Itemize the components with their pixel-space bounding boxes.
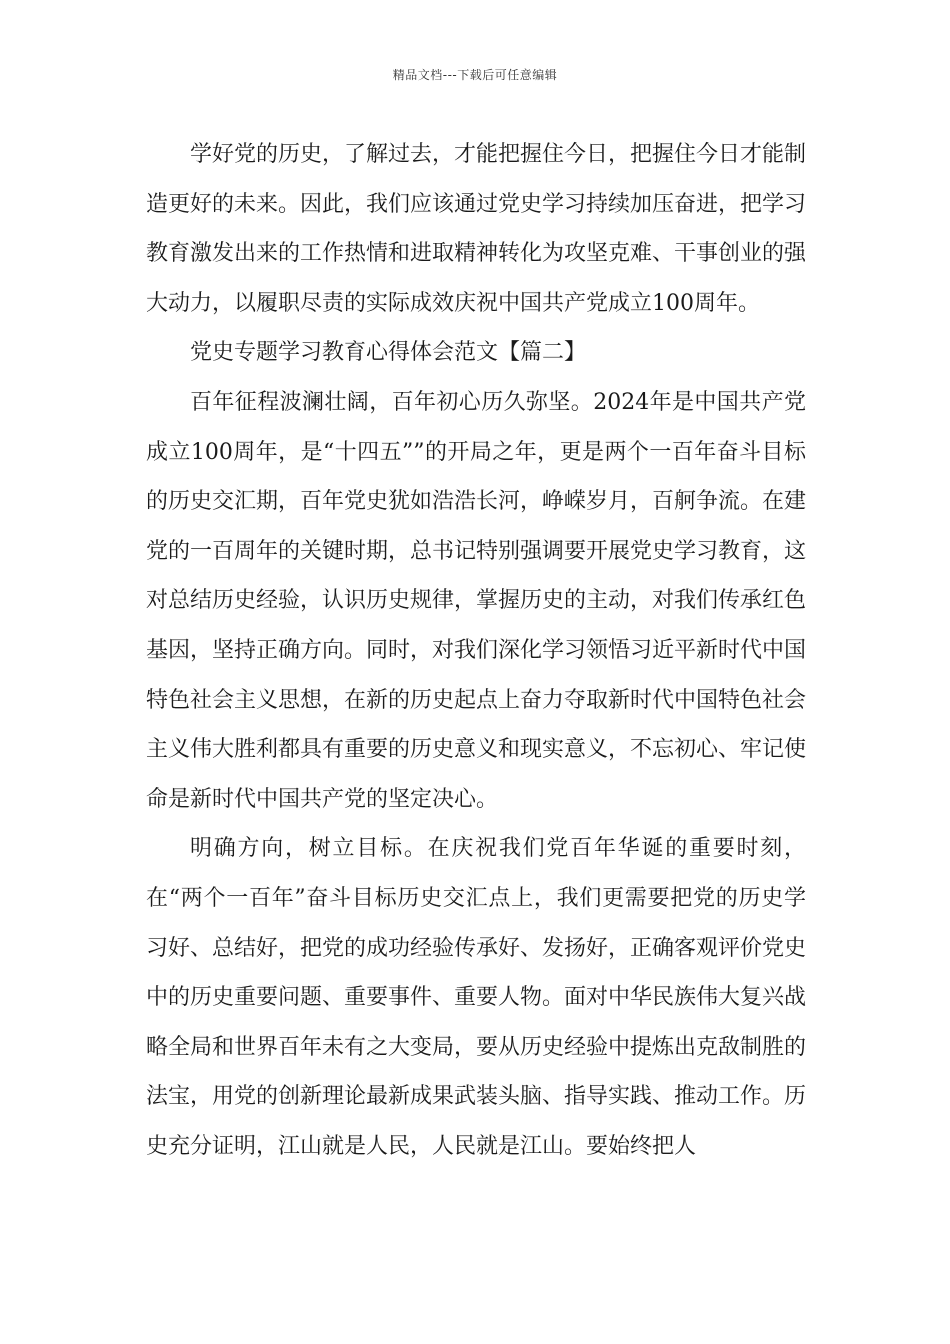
section-heading: 党史专题学习教育心得体会范文【篇二】	[190, 340, 587, 366]
document-body	[146, 130, 806, 1171]
page-header: 精品文档---下载后可任意编辑	[392, 68, 558, 82]
paragraph-1: 学好党的历史，了解过去，才能把握住今日，把握住今日才能制造更好的未来。因此，我们应该通过党史学习持续加压奋进，把学习教育激发出来的工作热情和进取精神转化为攻坚克难、干事创业的强大动力，以履职尽责的实际成效庆祝中国共产党成立100周年。	[146, 142, 807, 316]
paragraph-3: 明确方向，树立目标。在庆祝我们党百年华诞的重要时刻，在“两个一百年”奋斗目标历史交汇点上，我们更需要把党的历史学习好、总结好，把党的成功经验传承好、发扬好，正确客观评价党史中的历史重要问题、重要事件、重要人物。面对中华民族伟大复兴战略全局和世界百年未有之大变局，要从历史经验中提炼出克敌制胜的法宝，用党的创新理论最新成果武装头脑、指导实践、推动工作。历史充分证明，江山就是人民，人民就是江山。要始终把人	[146, 836, 807, 1159]
paragraph-2: 百年征程波澜壮阔，百年初心历久弥坚。2024年是中国共产党成立100周年，是“十四五””的开局之年，更是两个一百年奋斗目标的历史交汇期，百年党史犹如浩浩长河，峥嵘岁月，百舸争流。在建党的一百周年的关键时期，总书记特别强调要开展党史学习教育，这对总结历史经验，认识历史规律，掌握历史的主动，对我们传承红色基因，坚持正确方向。同时，对我们深化学习领悟习近平新时代中国特色社会主义思想，在新的历史起点上奋力夺取新时代中国特色社会主义伟大胜利都具有重要的历史意义和现实意义，不忘初心、牢记使命是新时代中国共产党的坚定决心。	[146, 389, 807, 812]
